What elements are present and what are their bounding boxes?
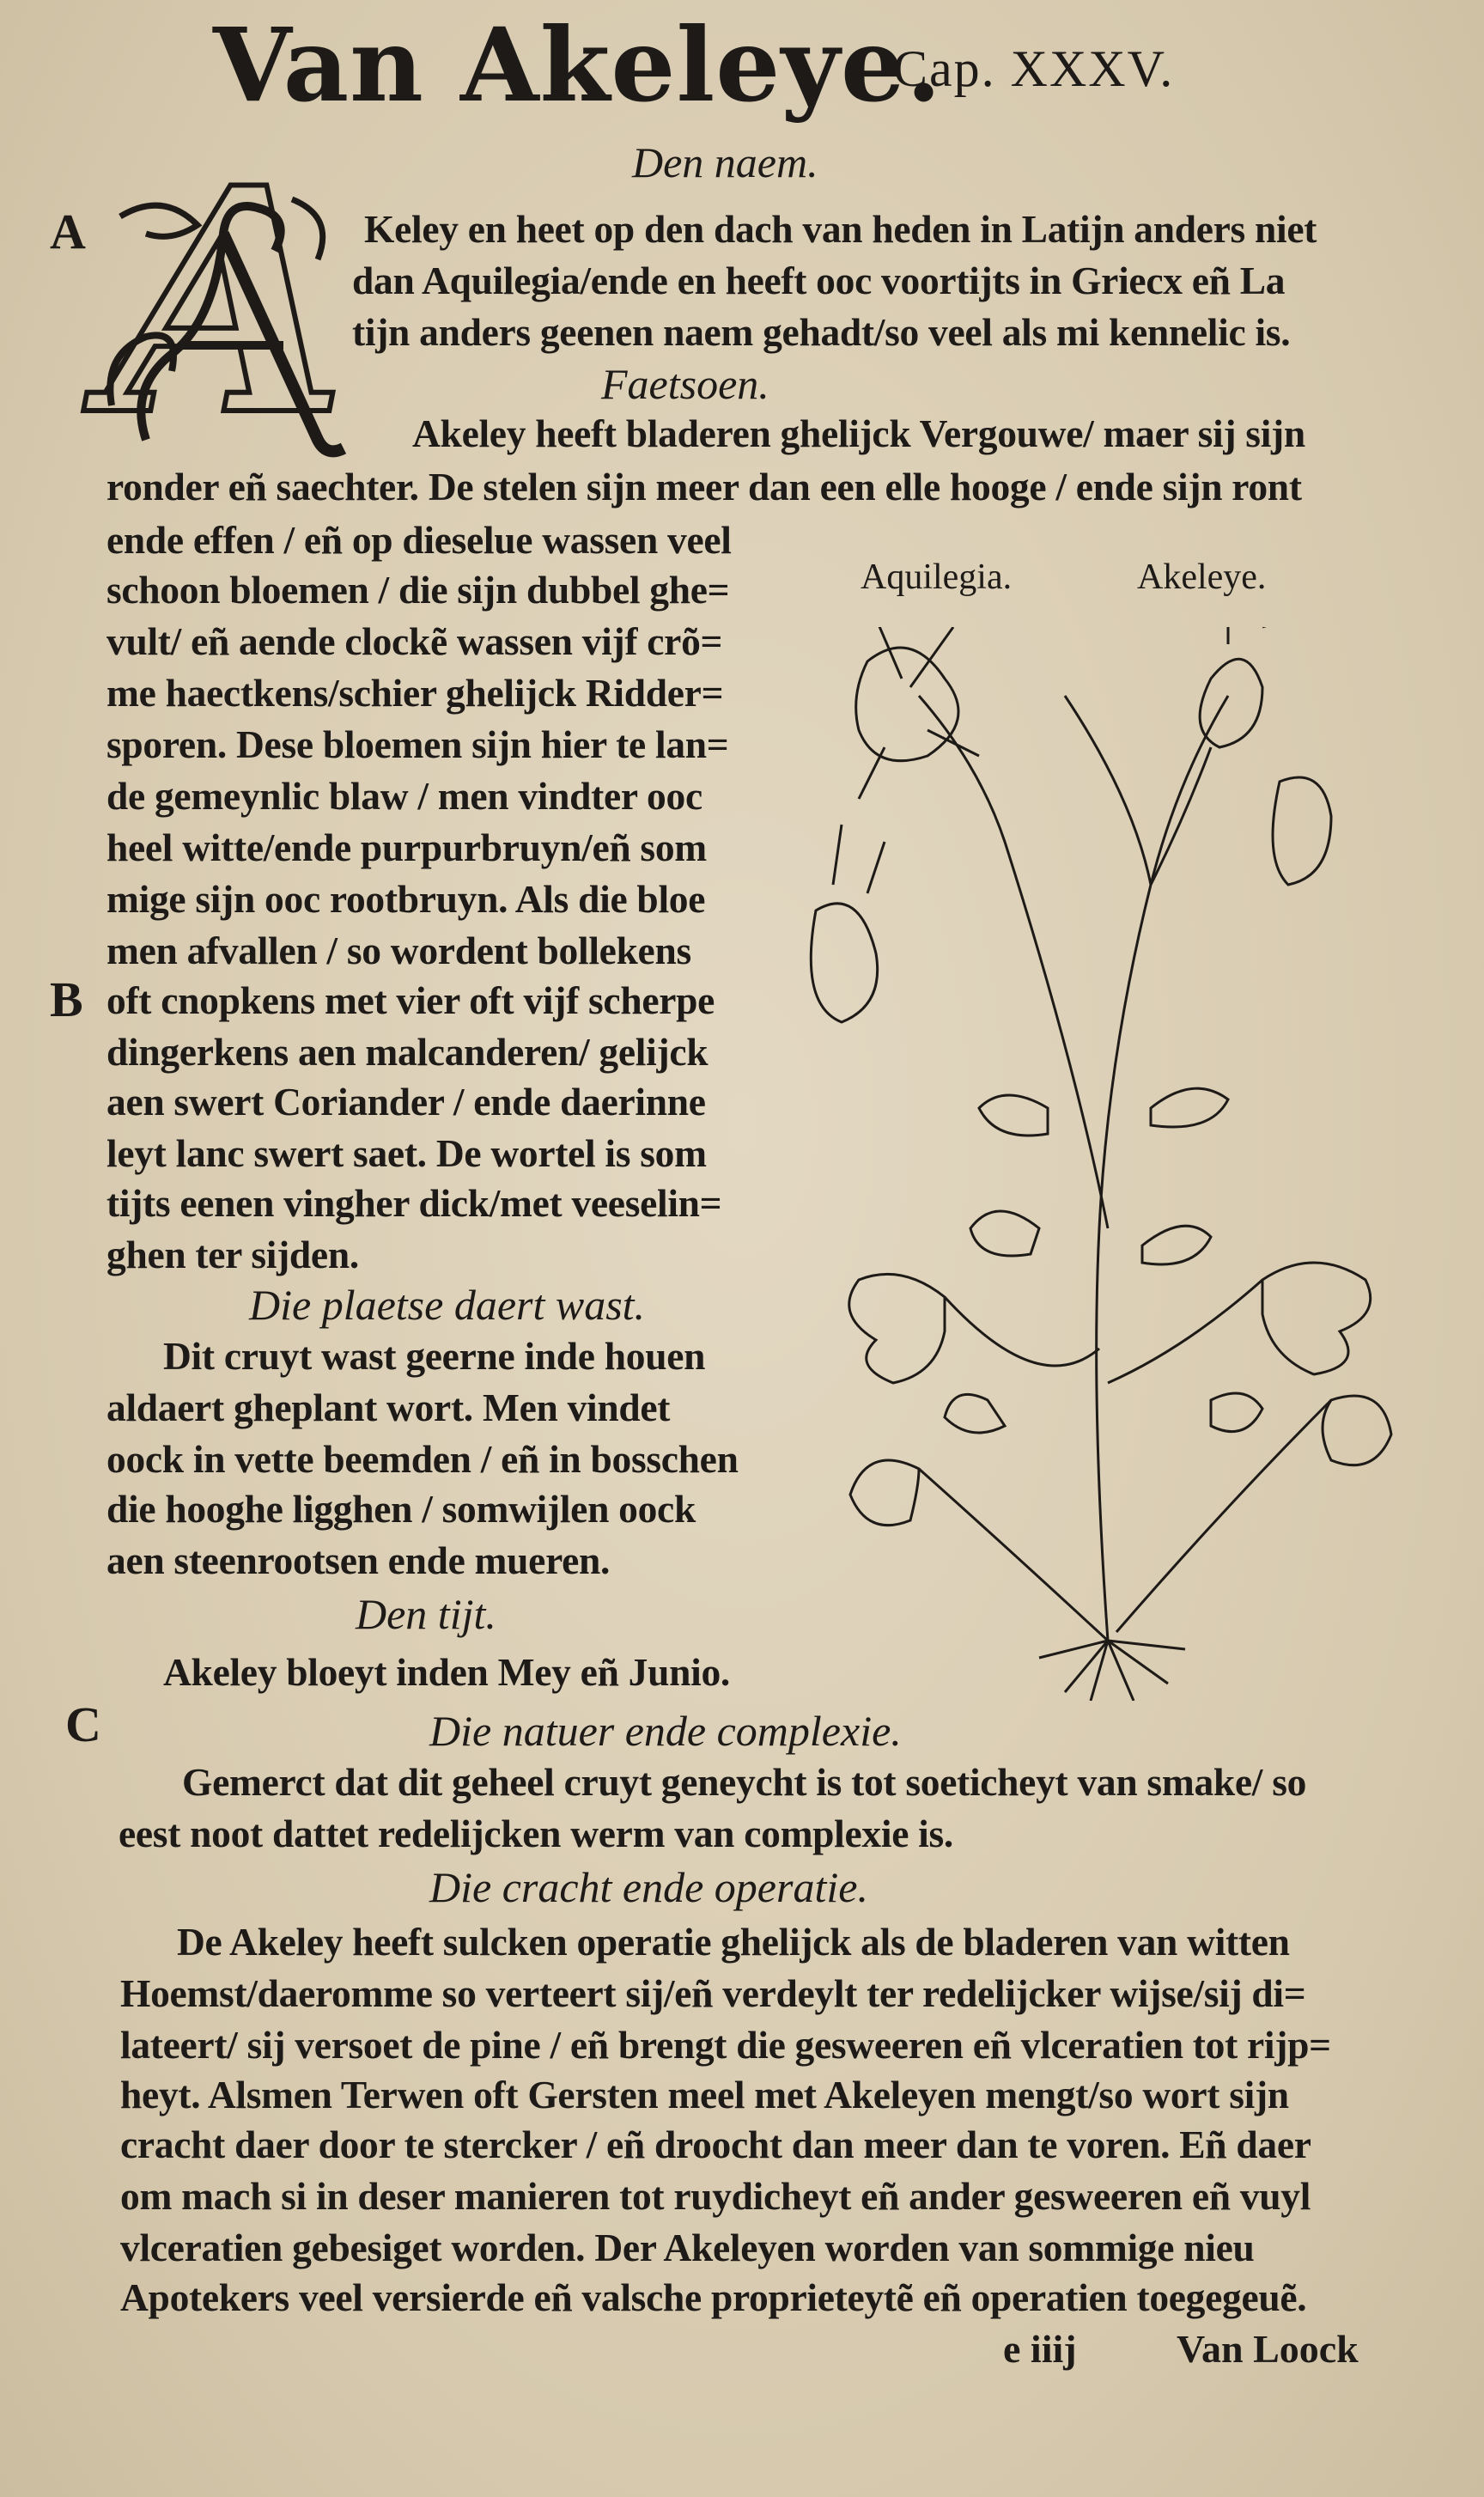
cracht-line-1: De Akeley heeft sulcken operatie ghelijck als de bladeren van witten — [177, 1920, 1290, 1964]
faetsoen-line-3: ende effen / eñ op dieselue wassen veel — [106, 518, 732, 562]
natuer-line-2: eest noot dattet redelijcken werm van complexie is. — [119, 1812, 953, 1855]
faetsoen-line-4: schoon bloemen / die sijn dubbel ghe= — [106, 568, 730, 612]
faetsoen-line-9: heel witte/ende purpurbruyn/eñ som — [106, 825, 707, 869]
margin-letter-c: C — [65, 1696, 101, 1752]
figure-caption-latin: Aquilegia. — [861, 557, 1013, 597]
figure-caption-dutch: Akeleye. — [1137, 557, 1267, 597]
margin-letter-a: A — [50, 204, 86, 259]
faetsoen-line-7: sporen. Dese bloemen sijn hier te lan= — [106, 722, 729, 766]
faetsoen-line-12: oft cnopkens met vier oft vijf scherpe — [106, 978, 715, 1022]
faetsoen-line-2: ronder eñ saechter. De stelen sijn meer dan een elle hooge / ende sijn ront — [106, 465, 1302, 509]
cracht-line-5: cracht daer door te stercker / eñ droocht dan meer dan te voren. Eñ daer — [120, 2122, 1311, 2166]
faetsoen-line-14: aen swert Coriander / ende daerinne — [106, 1080, 706, 1124]
section-heading-naem: Den naem. — [632, 138, 818, 186]
faetsoen-line-5: vult/ eñ aende clockẽ wassen vijf crõ= — [106, 619, 723, 663]
naem-line-3: tijn anders geenen naem gehadt/so veel als mi kennelic is. — [352, 310, 1291, 354]
faetsoen-line-11: men afvallen / so wordent bollekens — [106, 929, 691, 972]
columbine-plant-illustration — [782, 627, 1400, 1701]
plaetse-line-3: oock in vette beemden / eñ in bosschen — [106, 1437, 739, 1481]
faetsoen-line-1: Akeley heeft bladeren ghelijck Vergouwe/ maer sij sijn — [412, 411, 1305, 455]
faetsoen-line-17: ghen ter sijden. — [106, 1233, 359, 1276]
naem-line-2: dan Aquilegia/ende en heeft ooc voortijts in Griecx eñ La — [352, 259, 1286, 302]
section-heading-tijt: Den tijt. — [356, 1590, 496, 1638]
plaetse-line-2: aldaert gheplant wort. Men vindet — [106, 1386, 671, 1429]
cracht-line-7: vlceratien gebesiget worden. Der Akeleyen worden van sommige nieu — [120, 2226, 1255, 2269]
faetsoen-line-6: me haectkens/schier ghelijck Ridder= — [106, 671, 724, 715]
faetsoen-line-13: dingerkens aen malcanderen/ gelijck — [106, 1030, 709, 1074]
catchword: Van Loock — [1177, 2327, 1359, 2371]
chapter-number: Cap. XXXV. — [893, 40, 1175, 97]
plaetse-line-5: aen steenrootsen ende mueren. — [106, 1538, 611, 1582]
natuer-line-1: Gemerct dat dit geheel cruyt geneycht is tot soeticheyt van smake/ so — [182, 1760, 1307, 1804]
running-title: Van Akeleye. — [213, 5, 943, 125]
plaetse-line-1: Dit cruyt wast geerne inde houen — [163, 1334, 706, 1378]
section-heading-natuer: Die natuer ende complexie. — [429, 1707, 902, 1755]
tijt-line: Akeley bloeyt inden Mey eñ Junio. — [163, 1650, 730, 1694]
faetsoen-line-16: tijts eenen vingher dick/met veeselin= — [106, 1181, 722, 1225]
section-heading-faetsoen: Faetsoen. — [601, 360, 769, 408]
faetsoen-line-8: de gemeynlic blaw / men vindter ooc — [106, 774, 702, 818]
decorated-initial — [94, 120, 361, 484]
section-heading-cracht: Die cracht ende operatie. — [429, 1863, 868, 1911]
initial-letter: A — [107, 120, 348, 484]
plaetse-line-4: die hooghe ligghen / somwijlen oock — [106, 1487, 696, 1531]
cracht-line-4: heyt. Alsmen Terwen oft Gersten meel met Akeleyen mengt/so wort sijn — [120, 2073, 1289, 2116]
faetsoen-line-15: leyt lanc swert saet. De wortel is som — [106, 1131, 707, 1175]
naem-line-1: Keley en heet op den dach van heden in Latijn anders niet — [364, 207, 1317, 251]
faetsoen-line-10: mige sijn ooc rootbruyn. Als die bloe — [106, 877, 706, 921]
signature-mark: e iiij — [1003, 2327, 1077, 2371]
cracht-line-3: lateert/ sij versoet de pine / eñ brengt die gesweeren eñ vlceratien tot rijp= — [120, 2023, 1331, 2067]
cracht-line-8: Apotekers veel versierde eñ valsche proprieteytẽ eñ operatien toegegeuẽ. — [120, 2275, 1307, 2319]
margin-letter-b: B — [50, 971, 83, 1027]
cracht-line-6: om mach si in deser manieren tot ruydicheyt eñ ander gesweeren eñ vuyl — [120, 2174, 1311, 2218]
cracht-line-2: Hoemst/daeromme so verteert sij/eñ verdeylt ter redelijcker wijse/sij di= — [120, 1971, 1306, 2015]
section-heading-plaetse: Die plaetse daert wast. — [249, 1281, 646, 1329]
